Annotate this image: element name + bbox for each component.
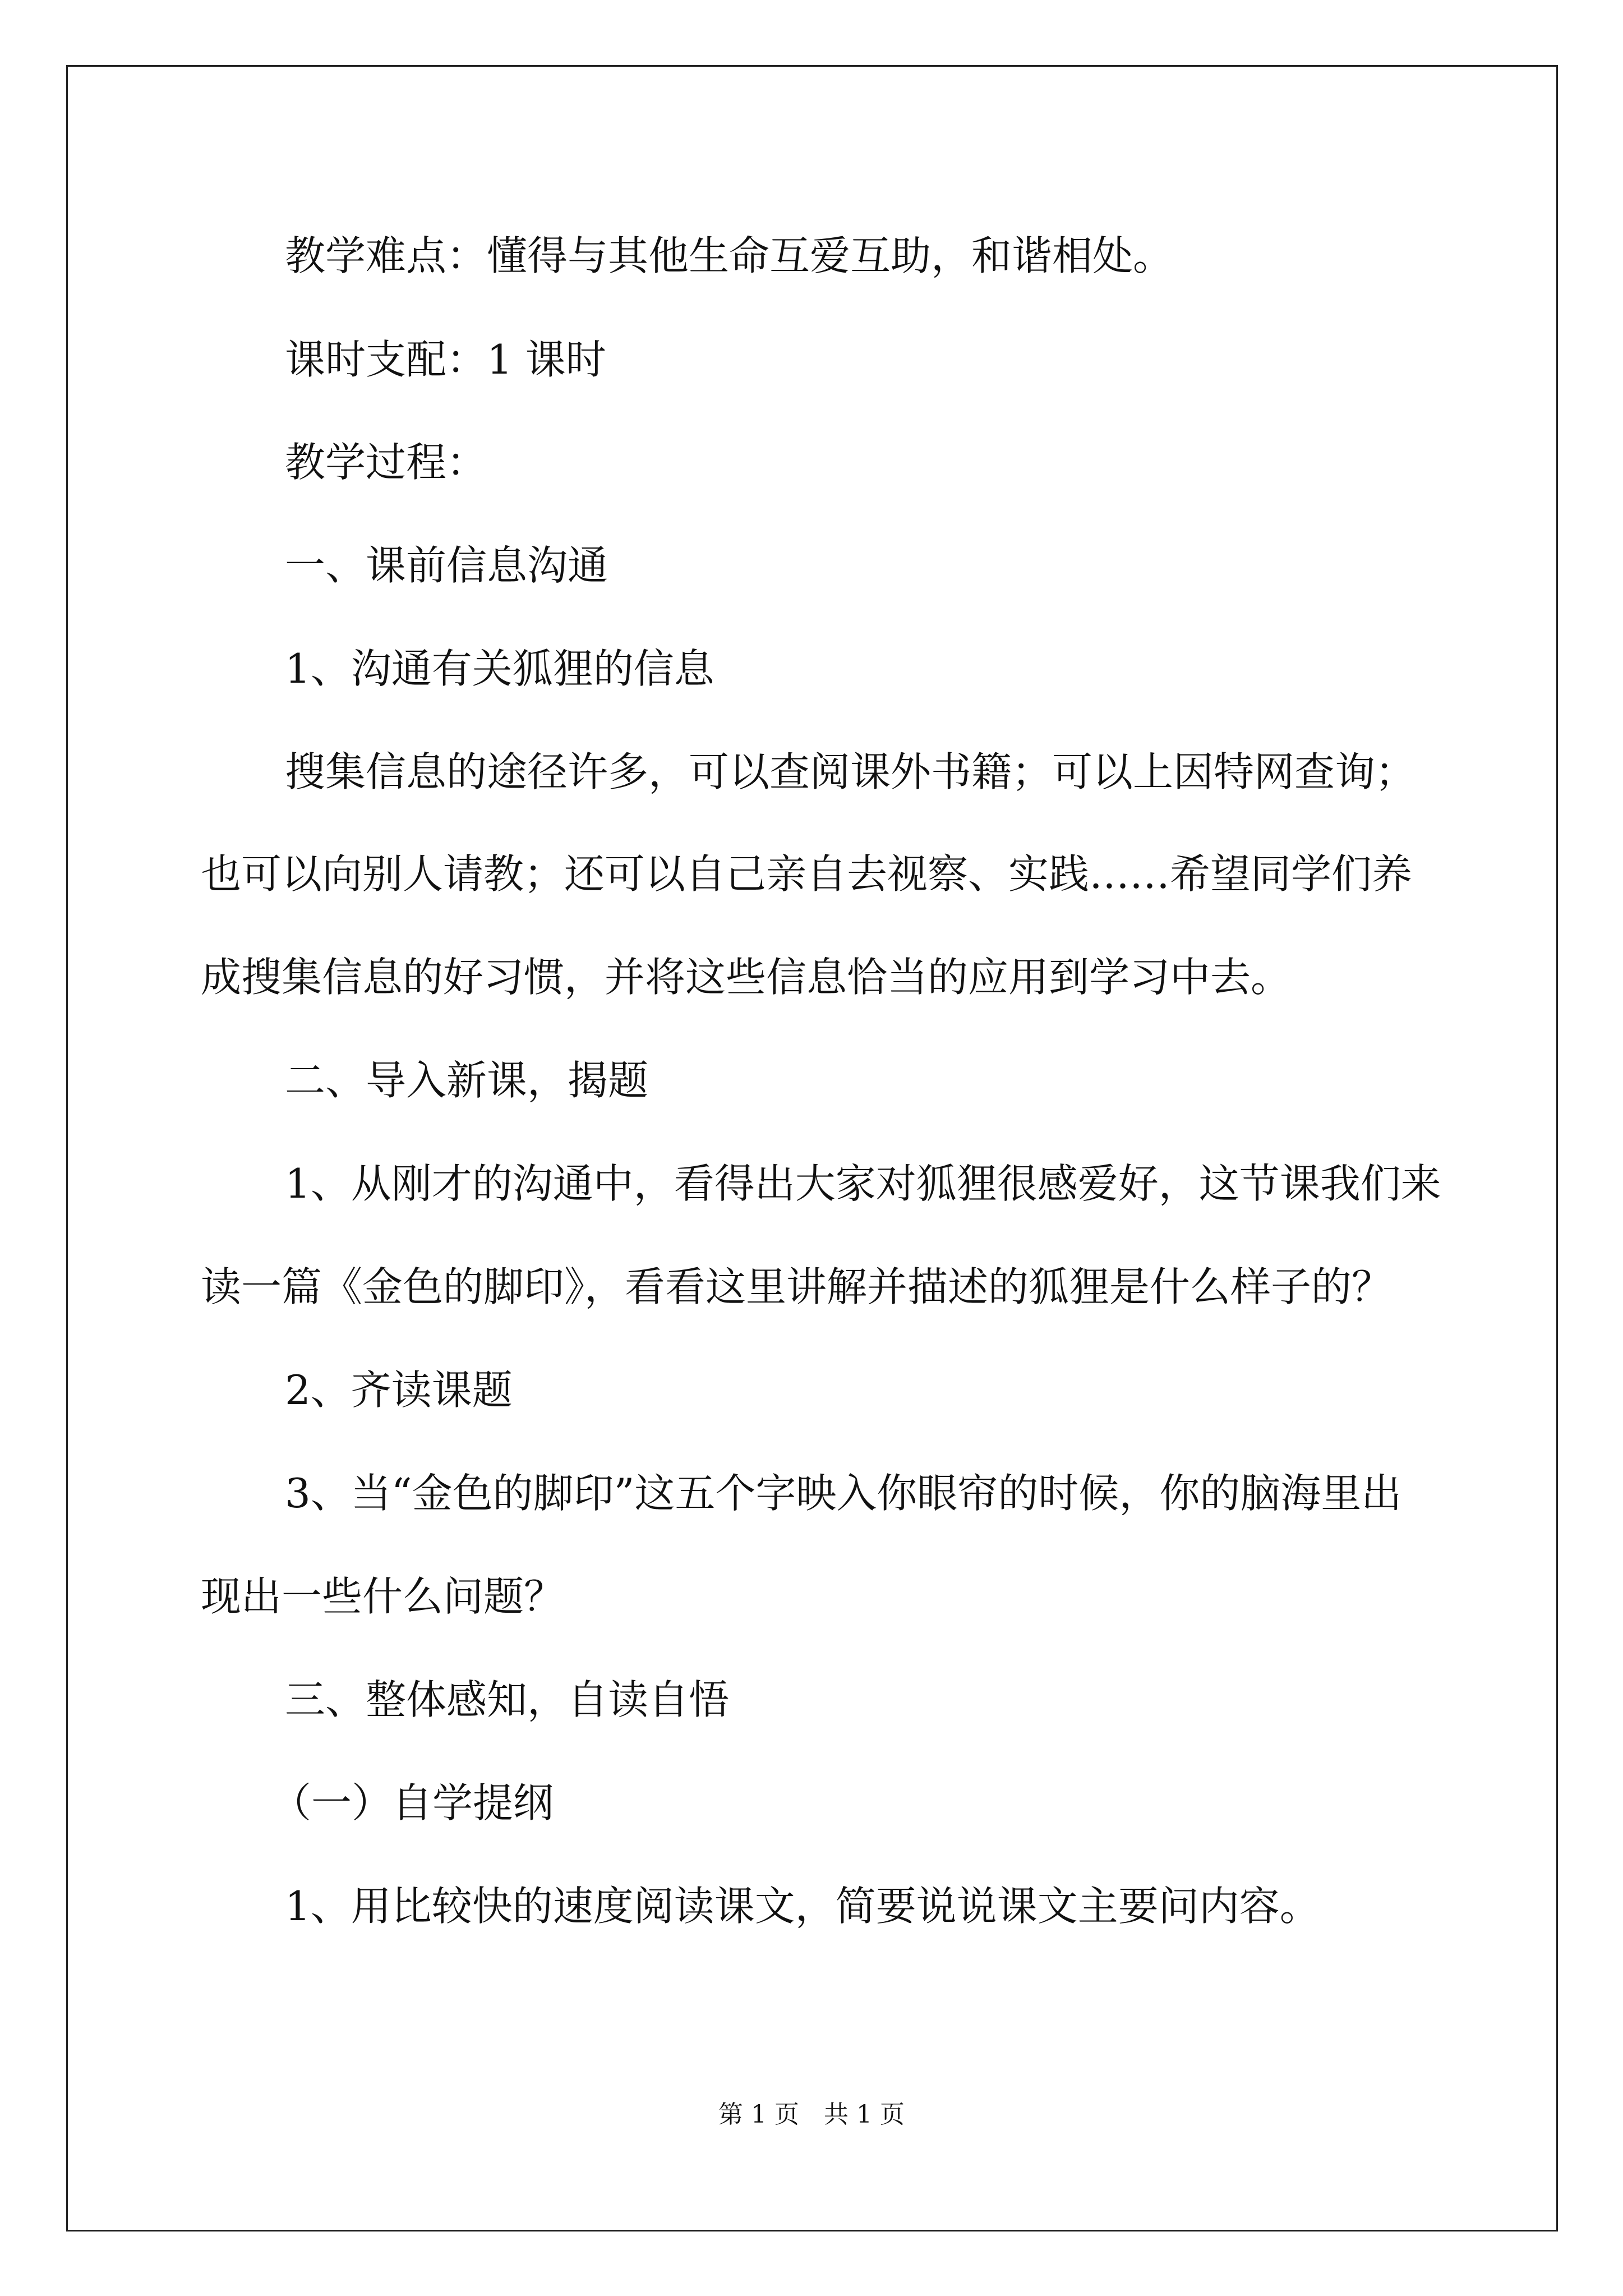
paragraph: 2、齐读课题	[285, 1366, 513, 1414]
paragraph: 教学难点：懂得与其他生命互爱互助，和谐相处。	[285, 232, 1174, 279]
paragraph-continuation: 读一篇《金色的脚印》，看看这里讲解并描述的狐狸是什么样子的？	[201, 1263, 1393, 1310]
section-heading: 三、整体感知，自读自悟	[285, 1676, 730, 1723]
section-heading: 二、导入新课，揭题	[285, 1057, 649, 1104]
page-footer: 第 1 页 共 1 页	[718, 2100, 905, 2129]
paragraph: 搜集信息的途径许多，可以查阅课外书籍；可以上因特网查询；	[285, 748, 1416, 795]
paragraph-continuation: 现出一些什么问题？	[201, 1573, 565, 1620]
paragraph: 1、从刚才的沟通中，看得出大家对狐狸很感爱好，这节课我们来	[285, 1160, 1441, 1207]
paragraph: 课时支配：1 课时	[285, 336, 606, 383]
paragraph: 教学过程：	[285, 439, 487, 486]
paragraph: 1、用比较快的速度阅读课文，简要说说课文主要问内容。	[285, 1883, 1320, 1930]
paragraph: 3、当“金色的脚印”这五个字映入你眼帘的时候，你的脑海里出	[285, 1470, 1402, 1517]
subsection-heading: （一）自学提纲	[271, 1779, 554, 1826]
paragraph: 1、沟通有关狐狸的信息	[285, 645, 714, 692]
section-heading: 一、课前信息沟通	[285, 542, 608, 589]
paragraph-continuation: 成搜集信息的好习惯，并将这些信息恰当的应用到学习中去。	[201, 954, 1292, 1001]
paragraph-continuation: 也可以向别人请教；还可以自己亲自去视察、实践……希望同学们养	[201, 850, 1413, 898]
